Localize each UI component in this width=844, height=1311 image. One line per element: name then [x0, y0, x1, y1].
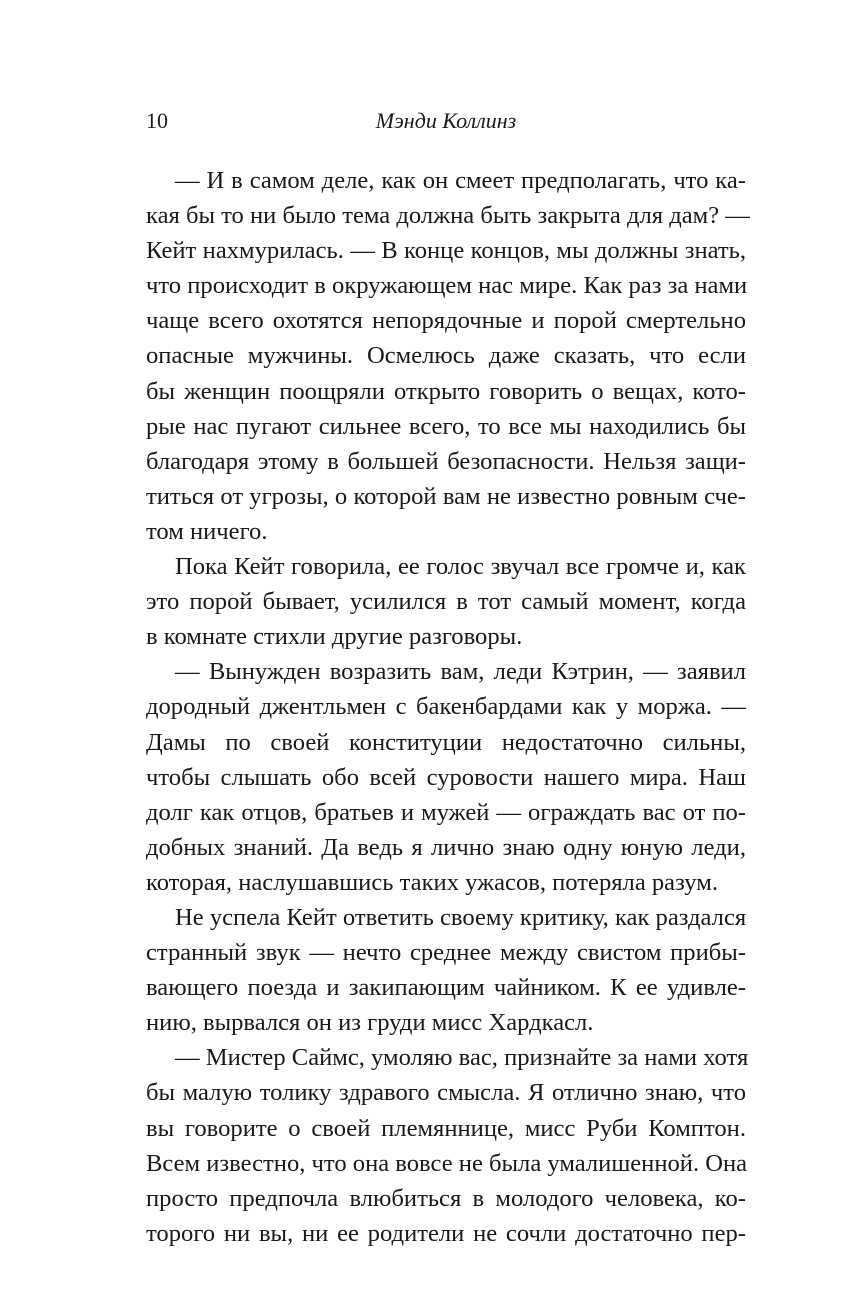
- text-line: просто предпочла влюбиться в молодого человека, ко-: [146, 1184, 746, 1212]
- text-line: — Мистер Саймс, умоляю вас, признайте за нами хотя: [175, 1044, 749, 1072]
- text-line: вы говорите о своей племяннице, мисс Руби Комптон.: [146, 1114, 746, 1142]
- text-line: титься от угрозы, о которой вам не известно ровным сче-: [146, 482, 746, 510]
- running-title: Мэнди Коллинз: [375, 108, 517, 133]
- text-line: Пока Кейт говорила, ее голос звучал все громче и, как: [175, 553, 746, 581]
- text-line: нию, вырвался он из груди мисс Хардкасл.: [146, 1009, 594, 1037]
- text-line: дородный джентльмен с бакенбардами как у моржа. —: [146, 693, 746, 721]
- text-line: Всем известно, что она вовсе не была умалишенной. Она: [146, 1149, 748, 1177]
- text-line: опасные мужчины. Осмелюсь даже сказать, что если: [146, 342, 746, 370]
- text-line: торого ни вы, ни ее родители не сочли достаточно пер-: [146, 1219, 746, 1247]
- text-line: бы женщин поощряли открыто говорить о вещах, кото-: [146, 377, 746, 405]
- text-line: кая бы то ни было тема должна быть закрыта для дам? —: [146, 202, 750, 230]
- text-line: бы малую толику здравого смысла. Я отлично знаю, что: [146, 1079, 746, 1107]
- text-line: странный звук — нечто среднее между свистом прибы-: [146, 939, 746, 967]
- text-line: — Вынужден возразить вам, леди Кэтрин, — заявил: [175, 658, 746, 686]
- text-line: что происходит в окружающем нас мире. Как раз за нами: [146, 272, 748, 300]
- text-line: добных знаний. Да ведь я лично знаю одну юную леди,: [146, 833, 746, 861]
- text-line: долг как отцов, братьев и мужей — ограждать вас от по-: [146, 798, 746, 826]
- text-line: чтобы слышать обо всей суровости нашего мира. Наш: [146, 763, 746, 791]
- text-line: которая, наслушавшись таких ужасов, потеряла разум.: [146, 868, 718, 896]
- page-number: 10: [146, 108, 168, 133]
- text-line: вающего поезда и закипающим чайником. К ее удивле-: [146, 974, 746, 1002]
- text-line: Дамы по своей конституции недостаточно сильны,: [146, 728, 746, 756]
- text-line: рые нас пугают сильнее всего, то все мы находились бы: [146, 412, 746, 440]
- text-line: том ничего.: [146, 517, 268, 545]
- body-text: [146, 163, 750, 1251]
- text-line: в комнате стихли другие разговоры.: [146, 623, 523, 651]
- text-line: Кейт нахмурилась. — В конце концов, мы должны знать,: [146, 237, 746, 265]
- text-line: — И в самом деле, как он смеет предполагать, что ка-: [175, 167, 746, 194]
- text-line: благодаря этому в большей безопасности. Нельзя защи-: [146, 447, 746, 475]
- text-line: это порой бывает, усилился в тот самый момент, когда: [146, 588, 746, 616]
- text-line: Не успела Кейт ответить своему критику, как раздался: [175, 903, 747, 931]
- text-line: чаще всего охотятся непорядочные и порой смертельно: [146, 307, 746, 335]
